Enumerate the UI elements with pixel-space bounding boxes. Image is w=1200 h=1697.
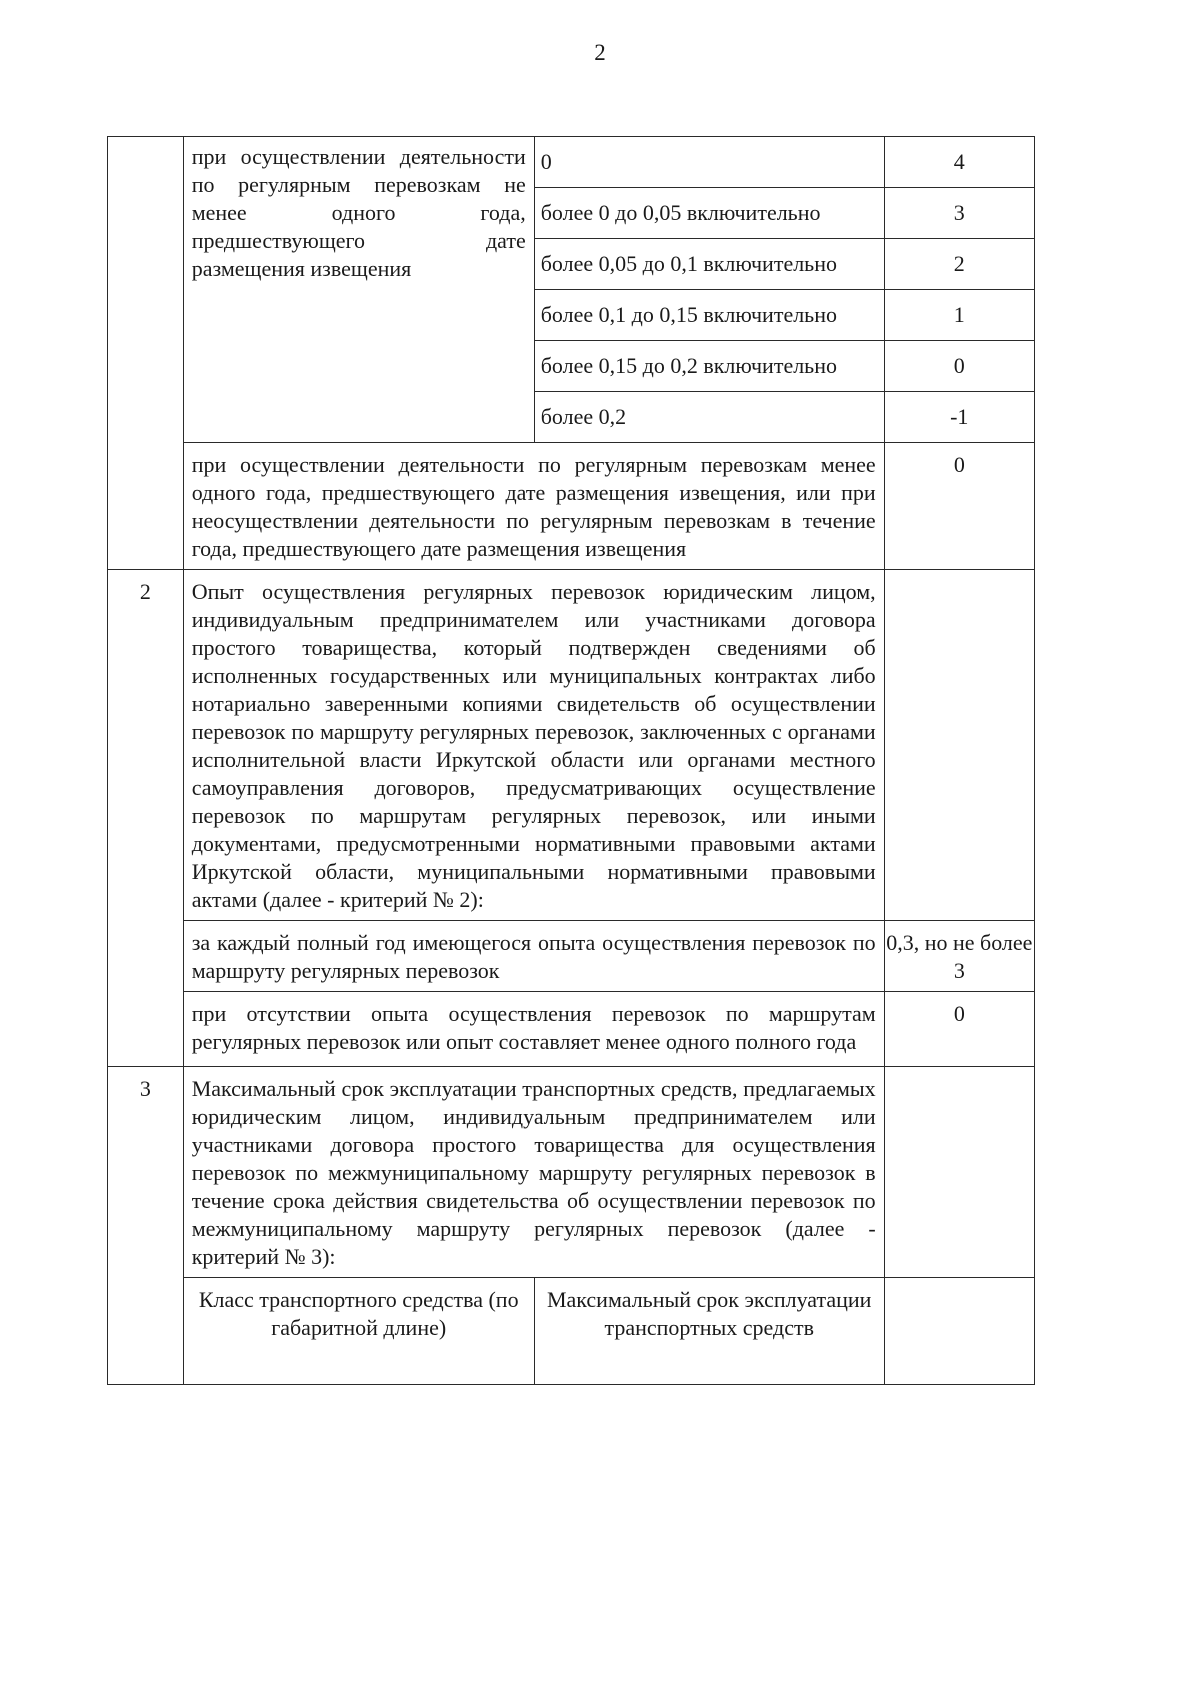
range-row (535, 290, 1034, 341)
criterion1-ranges-cell (534, 137, 1034, 443)
range-row (535, 341, 1034, 392)
range-row (535, 188, 1034, 239)
criterion2-title: Опыт осуществления регулярных перевозок юридическим лицом, индивидуальным предпринимателем или участниками договора простого товарищества, который подтвержден сведениями об исполненных государственных или муниципальных контрактах либо нотариально заверенными копиями свидетельств об осуществлении перевозок по маршруту регулярных перевозок, заключенных с органами исполнительной власти Иркутской области или органами местного самоуправления договоров, предусматривающих осуществление перевозок по маршрутам регулярных перевозок, или иными документами, предусмотренными нормативными правовыми актами Иркутской области, муниципальными нормативными правовыми актами (далее - критерий № 2): (183, 570, 884, 921)
criterion2-row-label: за каждый полный год имеющегося опыта осуществления перевозок по маршруту регулярных перевозок (183, 921, 884, 992)
column-header-max-term: Максимальный срок эксплуатации транспортных средств (534, 1278, 884, 1385)
range-value: более 0,15 до 0,2 включительно (535, 341, 884, 392)
criterion2-row-label: при отсутствии опыта осуществления перевозок по маршрутам регулярных перевозок или опыт составляет менее одного полного года (183, 992, 884, 1067)
range-score: 4 (884, 137, 1034, 188)
column-header-vehicle-class: Класс транспортного средства (по габаритной длине) (183, 1278, 534, 1385)
range-value: более 0,05 до 0,1 включительно (535, 239, 884, 290)
range-value: более 0,1 до 0,15 включительно (535, 290, 884, 341)
criterion3-title: Максимальный срок эксплуатации транспортных средств, предлагаемых юридическим лицом, индивидуальным предпринимателем или участниками договора простого товарищества для осуществления перевозок по межмуниципальному маршруту регулярных перевозок в течение срока действия свидетельства об осуществлении перевозок по межмуниципальному маршруту регулярных перевозок (далее - критерий № 3): (183, 1067, 884, 1278)
range-value: более 0,2 (535, 392, 884, 443)
criterion2-row-score: 0,3, но не более 3 (884, 921, 1034, 992)
criterion2-row (108, 921, 1035, 992)
criterion2-row (108, 992, 1035, 1067)
page-number: 2 (594, 40, 606, 65)
criterion1-number-cell (108, 137, 184, 570)
criterion3-number: 3 (108, 1067, 184, 1385)
range-row (535, 239, 1034, 290)
criterion2-number: 2 (108, 570, 184, 1067)
criterion1-alt-score: 0 (884, 443, 1034, 570)
range-value: 0 (535, 137, 884, 188)
range-score: 2 (884, 239, 1034, 290)
range-value: более 0 до 0,05 включительно (535, 188, 884, 239)
range-score: -1 (884, 392, 1034, 443)
criteria-table (107, 136, 1035, 1385)
range-score: 3 (884, 188, 1034, 239)
criterion2-row-score: 0 (884, 992, 1034, 1067)
criterion1-range-block (108, 137, 1035, 443)
criterion3-title-score-cell (884, 1067, 1034, 1278)
criterion2-title-row (108, 570, 1035, 921)
range-score: 0 (884, 341, 1034, 392)
criterion3-title-row (108, 1067, 1035, 1278)
range-row (535, 392, 1034, 443)
range-row (535, 137, 1034, 188)
criterion1-label: при осуществлении деятельности по регулярным перевозкам не менее одного года, предшествующего дате размещения извещения (183, 137, 534, 443)
criterion1-alt-row (108, 443, 1035, 570)
criterion3-header-row (108, 1278, 1035, 1385)
criterion2-title-score-cell (884, 570, 1034, 921)
criterion1-ranges-table (535, 137, 1034, 442)
range-score: 1 (884, 290, 1034, 341)
criterion3-header-empty-cell (884, 1278, 1034, 1385)
criterion1-alt-label: при осуществлении деятельности по регулярным перевозкам менее одного года, предшествующего дате размещения извещения, или при неосуществлении деятельности по регулярным перевозкам в течение года, предшествующего дате размещения извещения (183, 443, 884, 570)
